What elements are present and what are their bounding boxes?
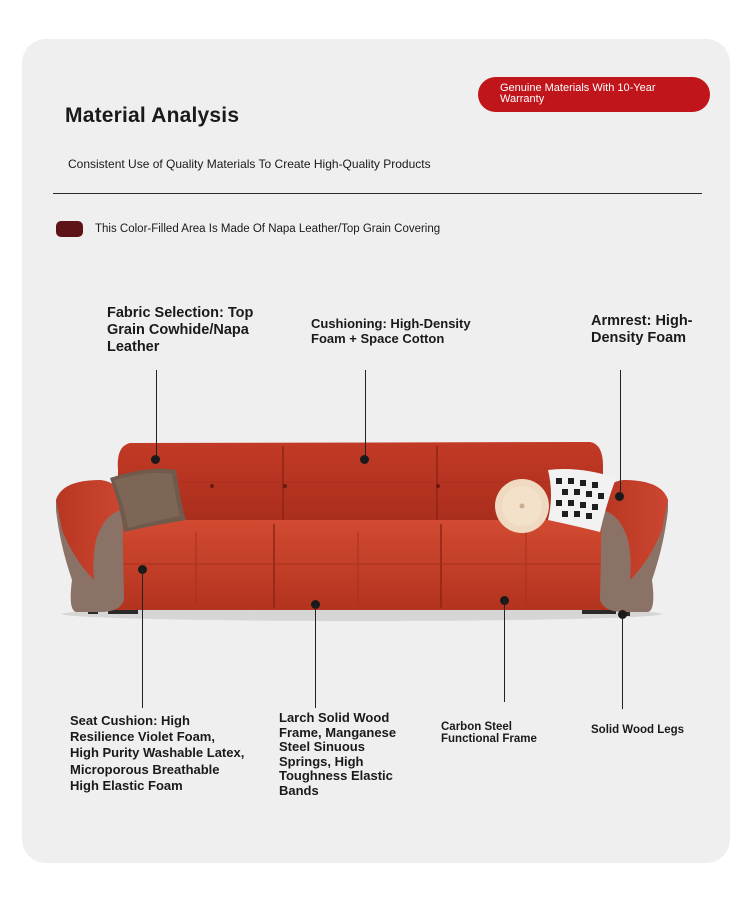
warranty-badge-text: Genuine Materials With 10-Year Warranty — [500, 82, 656, 105]
cushioning-callout: Cushioning: High-Density Foam + Space Cotton — [311, 316, 471, 346]
armrest-leader-line — [620, 370, 621, 492]
wood-frame-callout: Larch Solid Wood Frame, Manganese Steel Sinuous Springs, High Toughness Elastic Bands — [279, 710, 397, 798]
fabric-leader-line — [156, 370, 157, 456]
armrest-callout: Armrest: High-Density Foam — [591, 313, 693, 346]
cushioning-leader-line — [365, 370, 366, 456]
legs-callout: Solid Wood Legs — [591, 724, 685, 736]
page-title: Material Analysis — [65, 104, 240, 127]
legs-leader-line — [622, 615, 623, 709]
wood-frame-leader-line — [315, 605, 316, 708]
steel-frame-leader-line — [504, 601, 505, 702]
legend-text: This Color-Filled Area Is Made Of Napa Leather/Top Grain Covering — [95, 223, 441, 235]
page-subtitle: Consistent Use of Quality Materials To Create High-Quality Products — [68, 157, 431, 171]
seat-callout: Seat Cushion: High Resilience Violet Foam, High Purity Washable Latex, Microporous Breathable High Elastic Foam — [70, 713, 245, 793]
cushioning-marker — [360, 455, 369, 464]
seat-leader-line — [142, 570, 143, 708]
fabric-marker — [151, 455, 160, 464]
steel-frame-callout: Carbon Steel Functional Frame — [441, 721, 537, 745]
armrest-marker — [615, 492, 624, 501]
fabric-callout: Fabric Selection: Top Grain Cowhide/Napa Leather — [107, 305, 254, 355]
